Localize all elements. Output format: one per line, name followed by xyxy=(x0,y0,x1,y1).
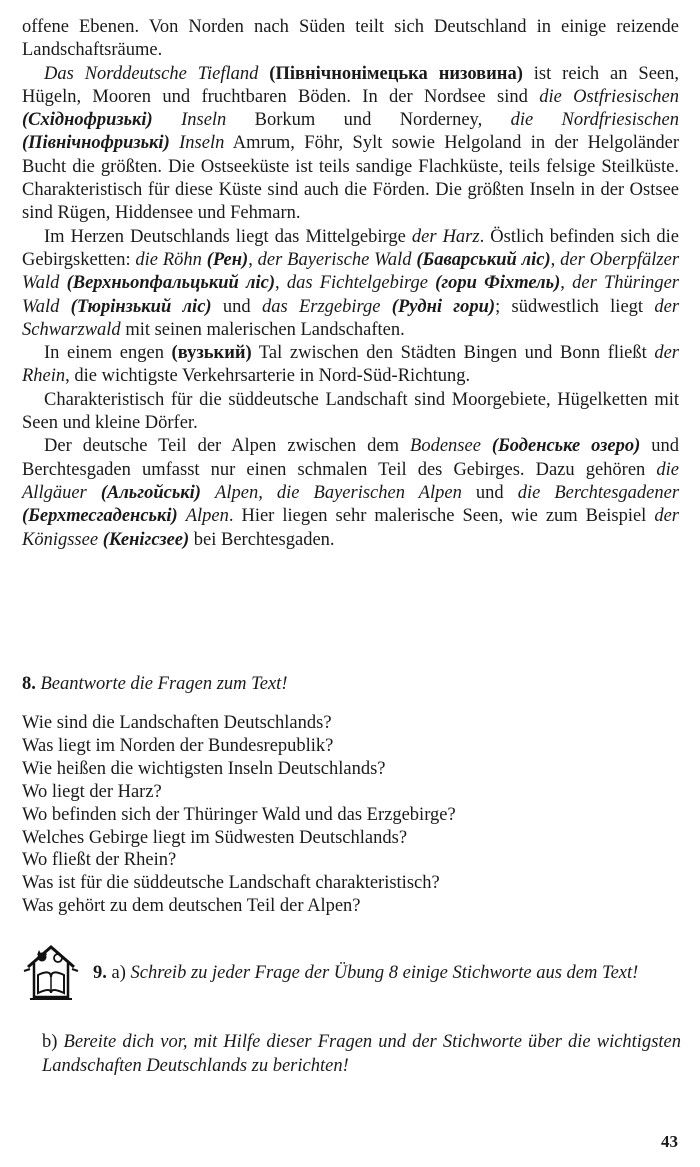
task-8-number: 8. xyxy=(22,674,36,694)
task-8-heading xyxy=(22,673,287,696)
task-9b-label: b) xyxy=(42,1032,58,1052)
paragraph-alps: Der deutsche Teil der Alpen zwischen dem Bodensee (Боденське озеро) und Berchtesgaden umfasst nur einen schmalen Teil des Gebirges. Dazu gehören die Allgäuer (Альгойські) Alpen, die Bayerischen Alpen und die Berchtesgadener (Берхтесгаденські) Alpen. Hier liegen sehr malerische Seen, wie zum Beispiel der Königssee (Кенігсзее) bei Berchtesgaden. xyxy=(22,436,680,550)
task-9b xyxy=(42,1031,681,1078)
paragraph-mountains: Im Herzen Deutschlands liegt das Mittelgebirge der Harz. Östlich befinden sich die Gebirgsketten: die Röhn (Рен), der Bayerische Wald (Баварський ліс), der Oberpfälzer Wald (Верхньопфальцький ліс), das Fichtelgebirge (гори Фіхтель), der Thüringer Wald (Тюрінзький ліс) und das Erzgebirge (Рудні гори); südwestlich liegt der Schwarzwald mit seinen malerischen Landschaften. xyxy=(22,226,680,340)
list-item: Was ist für die süddeutsche Landschaft charakteristisch? xyxy=(22,873,440,894)
paragraph-south: Charakteristisch für die süddeutsche Landschaft sind Moorgebiete, Hügelketten mit Seen und kleine Dörfer. xyxy=(22,389,679,434)
reading-text xyxy=(22,16,679,552)
paragraph-rhine: In einem engen (вузький) Tal zwischen den Städten Bingen und Bonn fließt der Rhein, die wichtigste Verkehrsarterie in Nord-Süd-Richtung. xyxy=(22,343,679,387)
task-9a xyxy=(93,962,681,986)
page-number: 43 xyxy=(661,1132,678,1151)
question-list xyxy=(22,712,456,918)
list-item: Was liegt im Norden der Bundesrepublik? xyxy=(22,735,334,756)
task-9a-text: Schreib zu jeder Frage der Übung 8 einige Stichworte aus dem Text! xyxy=(130,963,639,983)
task-9b-text: Bereite dich vor, mit Hilfe dieser Fragen und der Stichworte über die wichtigsten Landschaften Deutschlands zu berichten! xyxy=(42,1032,681,1076)
task-9-number: 9. xyxy=(93,963,107,983)
paragraph-intro: offene Ebenen. Von Norden nach Süden teilt sich Deutschland in einige reizende Landschaftsräume. xyxy=(22,17,679,61)
list-item: Wo befinden sich der Thüringer Wald und das Erzgebirge? xyxy=(22,804,456,825)
task-8-title: Beantworte die Fragen zum Text! xyxy=(40,674,288,694)
task-9a-label: a) xyxy=(111,963,126,983)
paragraph-north: Das Norddeutsche Tiefland (Північнонімецька низовина) ist reich an Seen, Hügeln, Mooren und fruchtbaren Böden. In der Nordsee sind die Ostfriesischen (Східнофризькі) Inseln Borkum und Norderney, die Nordfriesischen (Північнофризькі) Inseln Amrum, Föhr, Sylt sowie Helgoland in der Helgoländer Bucht die größten. Die Ostseeküste ist teils sandige Flachküste, teils felsige Steilküste. Charakteristisch für diese Küste sind auch die Förden. Die größten Inseln in der Ostsee sind Rügen, Hiddensee und Fehmarn. xyxy=(22,63,680,224)
list-item: Was gehört zu dem deutschen Teil der Alpen? xyxy=(22,896,361,917)
list-item: Welches Gebirge liegt im Südwesten Deutschlands? xyxy=(22,827,408,848)
list-item: Wie heißen die wichtigsten Inseln Deutschlands? xyxy=(22,758,386,779)
book-house-icon xyxy=(20,941,82,1005)
list-item: Wo liegt der Harz? xyxy=(22,781,162,802)
list-item: Wo fließt der Rhein? xyxy=(22,850,177,871)
list-item: Wie sind die Landschaften Deutschlands? xyxy=(22,713,332,733)
